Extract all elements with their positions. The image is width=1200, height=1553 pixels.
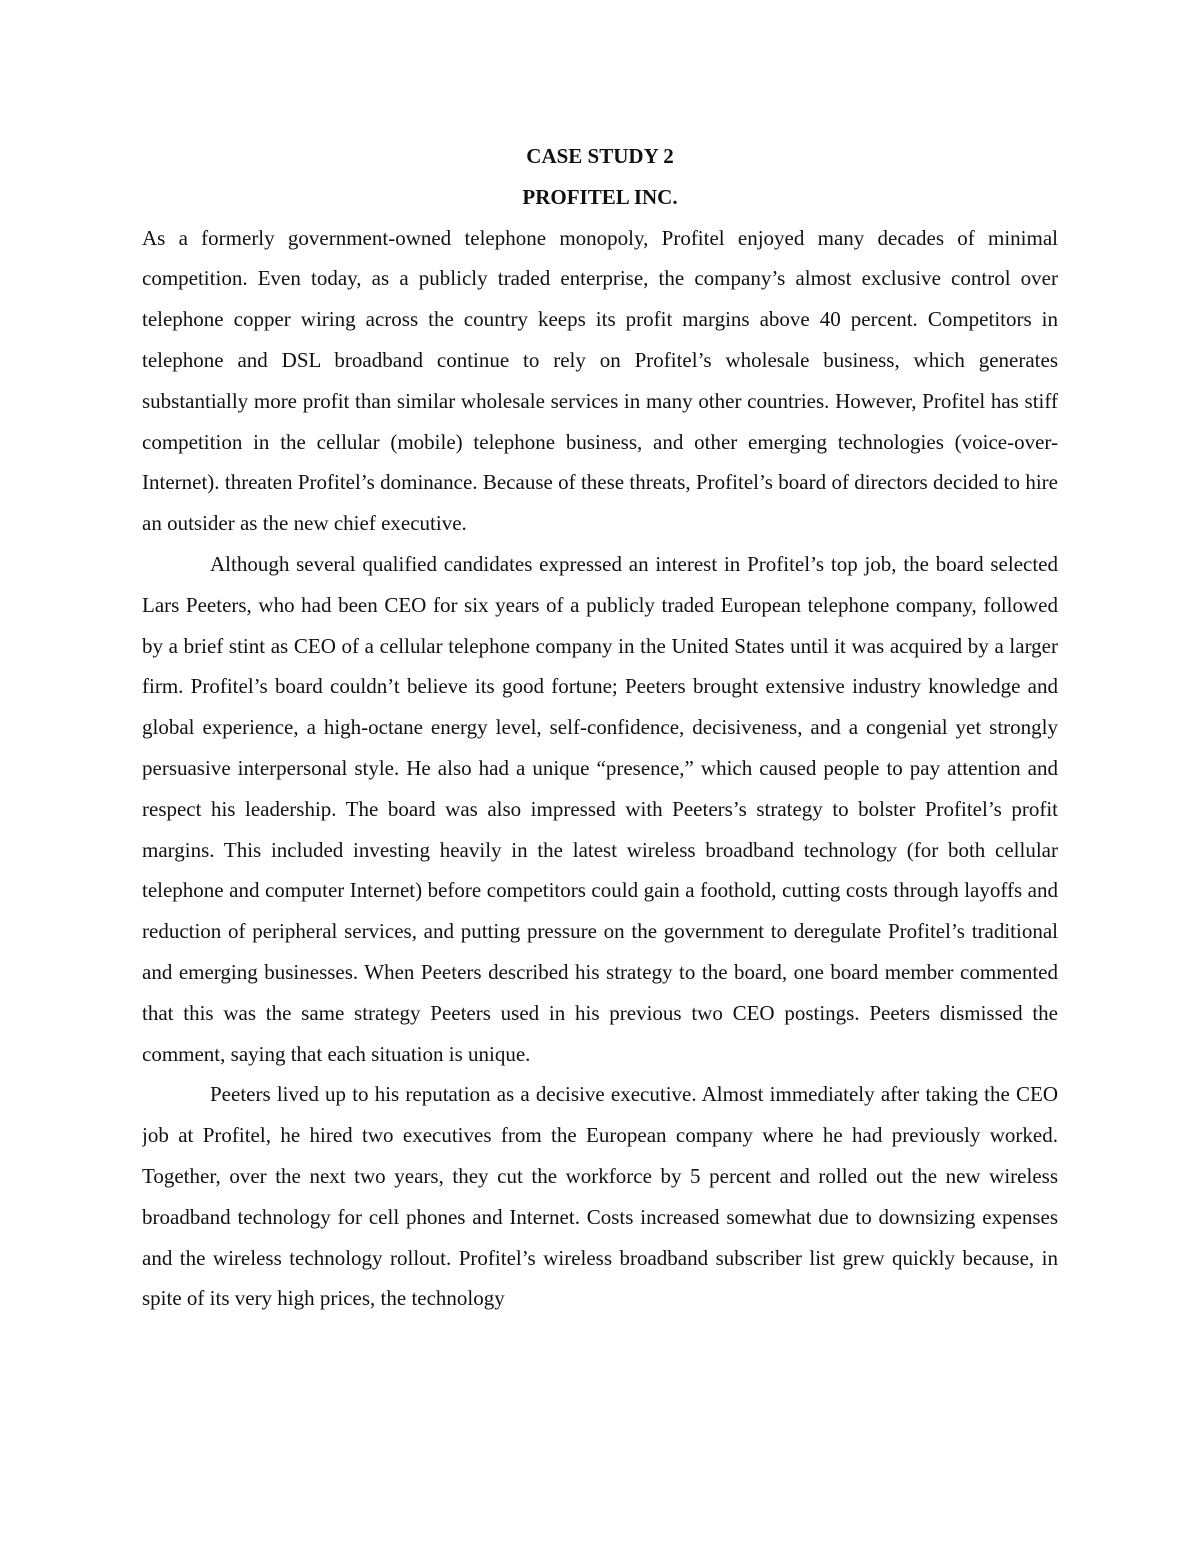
paragraph: As a formerly government-owned telephone monopoly, Profitel enjoyed many decades of minimal competition. Even today, as a publicly traded enterprise, the company’s almost exclusive control over telephone copper wiring across the country keeps its profit margins above 40 percent. Competitors in telephone and DSL broadband continue to rely on Profitel’s wholesale business, which generates substantially more profit than similar wholesale services in many other countries. However, Profitel has stiff competition in the cellular (mobile) telephone business, and other emerging technologies (voice-over-Internet). threaten Profitel’s dominance. Because of these threats, Profitel’s board of directors decided to hire an outsider as the new chief executive. — [142, 225, 1058, 536]
document-subtitle: PROFITEL INC. — [522, 184, 678, 209]
paragraph: Peeters lived up to his reputation as a decisive executive. Almost immediately after taking the CEO job at Profitel, he hired two executives from the European company where he had previously worked. Together, over the next two years, they cut the workforce by 5 percent and rolled out the new wireless broadband technology for cell phones and Internet. Costs increased somewhat due to downsizing expenses and the wireless technology rollout. Profitel’s wireless broadband subscriber list grew quickly because, in spite of its very high prices, the technology — [142, 1082, 1058, 1311]
document-content — [142, 136, 1058, 1319]
document-body — [142, 218, 1058, 1320]
document-title: CASE STUDY 2 — [526, 144, 674, 168]
paragraph: Although several qualified candidates expressed an interest in Profitel’s top job, the board selected Lars Peeters, who had been CEO for six years of a publicly traded European telephone company, followed by a brief stint as CEO of a cellular telephone company in the United States until it was acquired by a larger firm. Profitel’s board couldn’t believe its good fortune; Peeters brought extensive industry knowledge and global experience, a high-octane energy level, self-confidence, decisiveness, and a congenial yet strongly persuasive interpersonal style. He also had a unique “presence,” which caused people to pay attention and respect his leadership. The board was also impressed with Peeters’s strategy to bolster Profitel’s profit margins. This included investing heavily in the latest wireless broadband technology (for both cellular telephone and computer Internet) before competitors could gain a foothold, cutting costs through layoffs and reduction of peripheral services, and putting pressure on the government to deregulate Profitel’s traditional and emerging businesses. When Peeters described his strategy to the board, one board member commented that this was the same strategy Peeters used in his previous two CEO postings. Peeters dismissed the comment, saying that each situation is unique. — [142, 551, 1058, 1066]
